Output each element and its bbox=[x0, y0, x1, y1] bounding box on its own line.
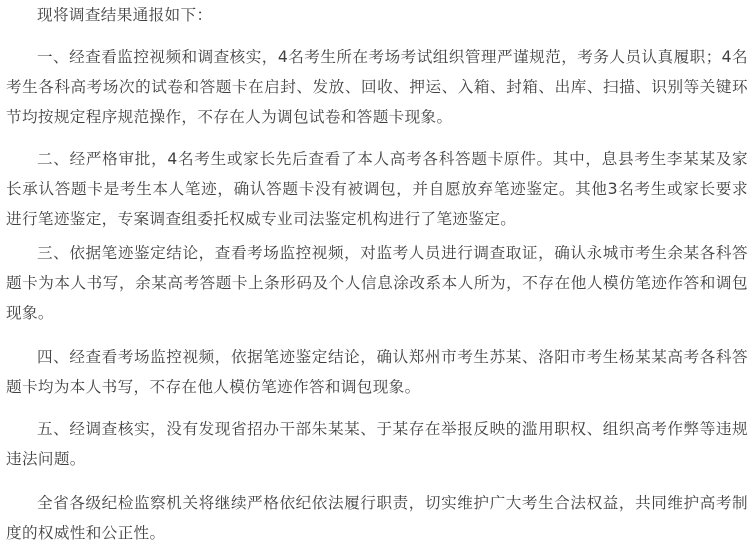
finding-4-paragraph: 四、经查看考场监控视频，依据笔迹鉴定结论，确认郑州市考生苏某、洛阳市考生杨某某高考各科答题卡均为本人书写，不存在他人模仿笔迹作答和调包现象。 bbox=[6, 348, 748, 396]
finding-1-paragraph: 一、经查看监控视频和调查核实，4名考生所在考场考试组织管理严谨规范，考务人员认真履职；4名考生各科高考场次的试卷和答题卡在启封、发放、回收、押运、入箱、封箱、出库、扫描、识别等关键环节均按规定程序规范操作，不存在人为调包试卷和答题卡现象。 bbox=[6, 48, 748, 126]
finding-2-paragraph: 二、经严格审批，4名考生或家长先后查看了本人高考各科答题卡原件。其中，息县考生李某某及家长承认答题卡是考生本人笔迹，确认答题卡没有被调包，并自愿放弃笔迹鉴定。其他3名考生或家长要求进行笔迹鉴定，专案调查组委托权威专业司法鉴定机构进行了笔迹鉴定。 bbox=[6, 150, 748, 228]
closing-paragraph: 全省各级纪检监察机关将继续严格依纪依法履行职责，切实维护广大考生合法权益，共同维护高考制度的权威性和公正性。 bbox=[6, 494, 748, 542]
intro-paragraph: 现将调查结果通报如下： bbox=[37, 6, 213, 24]
finding-3-paragraph: 三、依据笔迹鉴定结论，查看考场监控视频，对监考人员进行调查取证，确认永城市考生余某各科答题卡为本人书写，余某高考答题卡上条形码及个人信息涂改系本人所为，不存在他人模仿笔迹作答和调包现象。 bbox=[6, 244, 748, 322]
finding-5-paragraph: 五、经调查核实，没有发现省招办干部朱某某、于某存在举报反映的滥用职权、组织高考作弊等违规违法问题。 bbox=[6, 420, 748, 468]
